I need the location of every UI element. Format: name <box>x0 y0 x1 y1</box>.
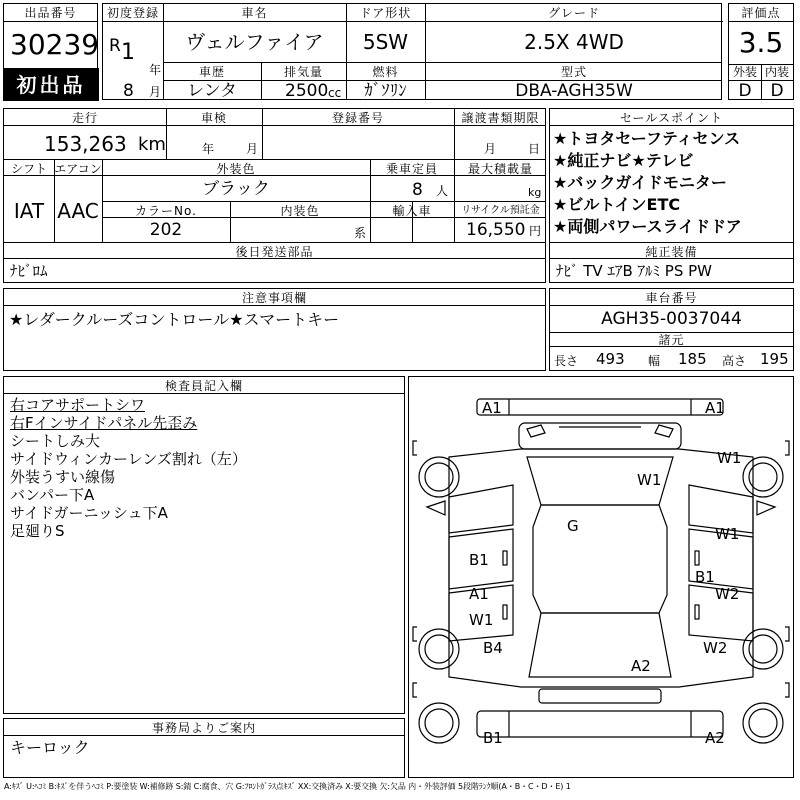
car-diagram-svg <box>409 377 793 777</box>
dims-label: 諸元 <box>658 333 685 347</box>
inspector-line: 右コアサポートシワ <box>10 396 146 414</box>
reg-info-box <box>102 3 722 100</box>
import-label: 輸入車 <box>392 204 432 218</box>
lot-label: 出品番号 <box>24 6 77 20</box>
mark-g-roof: G <box>567 517 579 535</box>
mark-a1-front-right: A1 <box>705 399 725 417</box>
plate-label: 登録番号 <box>331 111 384 125</box>
width: 185 <box>678 350 707 368</box>
model-label: 型式 <box>560 65 587 79</box>
inspector-line: 足廻りS <box>10 522 65 540</box>
reg-label: 初度登録 <box>106 6 159 20</box>
door-type: 5SW <box>362 30 409 54</box>
chassis-box <box>549 288 794 371</box>
mark-w1-hood: W1 <box>637 471 662 489</box>
genuine-label: 純正装備 <box>645 245 698 259</box>
transfer-label: 譲渡書類期限 <box>461 111 540 125</box>
mileage-label: 走行 <box>71 111 98 125</box>
history-label: 車歴 <box>198 65 225 79</box>
transfer-day: 日 <box>528 142 541 156</box>
color-no: 202 <box>149 220 183 240</box>
first-listing-badge: 初出品 <box>3 68 99 101</box>
sales-label: セールスポイント <box>620 111 723 125</box>
transfer-month: 月 <box>484 142 497 156</box>
exterior-grade: D <box>738 81 752 101</box>
fuel: ｶﾞｿﾘﾝ <box>364 81 407 101</box>
mark-b1-right: B1 <box>695 568 715 586</box>
sales-point: ★トヨタセーフティセンス <box>553 129 741 148</box>
inspection-label: 車検 <box>200 111 227 125</box>
sales-point: ★純正ナビ★テレビ <box>553 151 694 170</box>
height: 195 <box>760 350 789 368</box>
shift: IAT <box>13 199 45 223</box>
exterior-color: ブラック <box>202 179 270 199</box>
interior-grade: D <box>770 81 784 101</box>
inspector-line: サイドガーニッシュ下A <box>10 504 168 522</box>
ac: AAC <box>57 199 99 223</box>
later-parts: ﾅﾋﾞﾛﾑ <box>10 262 48 280</box>
displacement: 2500 <box>285 81 329 101</box>
door-label: ドア形状 <box>359 6 412 20</box>
mark-w1-right: W1 <box>715 525 740 543</box>
capacity: 8 <box>412 180 423 200</box>
fuel-label: 燃料 <box>372 65 399 79</box>
inspection-month: 月 <box>246 142 259 156</box>
reg-month: 8 <box>123 81 134 101</box>
car-name: ヴェルファイア <box>185 30 324 54</box>
ac-label: エアコン <box>54 162 102 176</box>
interior-color-label: 内装色 <box>280 204 320 218</box>
history: レンタ <box>187 81 237 101</box>
notes-label: 注意事項欄 <box>241 291 307 305</box>
color-label: 外装色 <box>216 162 256 176</box>
lot-number-box <box>3 3 98 100</box>
recycle-amount: 16,550 <box>466 220 526 240</box>
sales-point: ★ビルトインETC <box>553 195 681 214</box>
mark-a1-front-left: A1 <box>482 399 502 417</box>
month-unit: 月 <box>149 85 162 99</box>
capacity-label: 乗車定員 <box>385 162 438 176</box>
sales-point: ★両側パワースライドドア <box>553 217 742 236</box>
displacement-unit: cc <box>328 86 342 100</box>
office-label: 事務局よりご案内 <box>151 721 256 735</box>
length: 493 <box>596 350 625 368</box>
score: 3.5 <box>738 26 784 59</box>
mark-b1-rear-bumper: B1 <box>483 729 503 747</box>
inspection-year: 年 <box>202 142 215 156</box>
mark-a2-rear-bumper: A2 <box>705 729 725 747</box>
width-label: 幅 <box>648 354 661 368</box>
notes-text: ★レダークルーズコントロール★スマートキー <box>9 310 340 329</box>
displacement-label: 排気量 <box>283 65 323 79</box>
inspector-line: シートしみ大 <box>10 432 101 450</box>
grade: 2.5X 4WD <box>524 30 624 54</box>
mark-w2-right: W2 <box>715 585 740 603</box>
mark-w2-right-rear: W2 <box>703 639 728 657</box>
exterior-label: 外装 <box>732 65 757 79</box>
mark-b4-left: B4 <box>483 639 503 657</box>
mark-b1-left: B1 <box>469 551 489 569</box>
office-text: キーロック <box>10 738 90 757</box>
model-code: DBA-AGH35W <box>515 81 633 101</box>
capacity-unit: 人 <box>436 184 449 198</box>
later-parts-label: 後日発送部品 <box>235 245 314 259</box>
mark-a1-left: A1 <box>469 585 489 603</box>
mark-a2-tail: A2 <box>631 657 651 675</box>
height-label: 高さ <box>722 354 747 368</box>
sales-points-box <box>549 108 794 283</box>
length-label: 長さ <box>554 354 579 368</box>
vehicle-details-box <box>3 108 546 283</box>
interior-color-unit: 系 <box>354 226 367 240</box>
mileage-unit: km <box>138 134 166 155</box>
color-no-label: カラーNo. <box>135 204 197 218</box>
inspector-line: サイドウィンカーレンズ割れ（左） <box>10 450 247 468</box>
load-label: 最大積載量 <box>467 162 533 176</box>
mileage: 153,263 <box>44 132 127 156</box>
recycle-unit: 円 <box>529 224 542 238</box>
year-unit: 年 <box>149 63 162 77</box>
inspector-line: バンパー下A <box>10 486 95 504</box>
lot-number: 30239 <box>10 28 100 61</box>
notes-box <box>3 288 546 371</box>
chassis-number: AGH35-0037044 <box>601 309 742 329</box>
mark-w1-front-fender-right: W1 <box>717 449 742 467</box>
recycle-label: リサイクル預託金 <box>461 205 540 216</box>
legend: A:ｷｽﾞ U:ﾍｺﾐ B:ｷｽﾞを伴うﾍｺﾐ P:要塗装 W:補修跡 S:錆 C:腐食、穴 G:ﾌﾛﾝﾄｶﾞﾗｽ点ｷｽﾞ XX:交換済み X:要交換 欠:欠品 内・外装評価 5段階ﾗﾝｸ順(A・B・C・D・E) 1 <box>4 782 571 791</box>
interior-label: 内装 <box>764 65 789 79</box>
era: R <box>109 36 121 56</box>
inspector-line: 外装うすい線傷 <box>10 468 116 486</box>
inspector-label: 検査員記入欄 <box>164 379 243 393</box>
score-label: 評価点 <box>741 6 781 20</box>
car-diagram <box>408 376 794 778</box>
grade-label: グレード <box>547 6 600 20</box>
inspector-box <box>3 376 405 714</box>
chassis-label: 車台番号 <box>645 291 698 305</box>
mark-w1-left: W1 <box>469 611 494 629</box>
office-box <box>3 718 405 778</box>
genuine-equipment: ﾅﾋﾞ TV ｴｱB ｱﾙﾐ PS PW <box>556 262 712 280</box>
shift-label: シフト <box>10 162 47 176</box>
load-unit: kg <box>528 186 542 199</box>
inspector-line: 右Fインサイドパネル先歪み <box>10 414 198 432</box>
sales-point: ★バックガイドモニター <box>553 173 727 192</box>
reg-year: 1 <box>121 40 135 65</box>
score-box <box>728 3 794 100</box>
car-name-label: 車名 <box>241 6 268 20</box>
